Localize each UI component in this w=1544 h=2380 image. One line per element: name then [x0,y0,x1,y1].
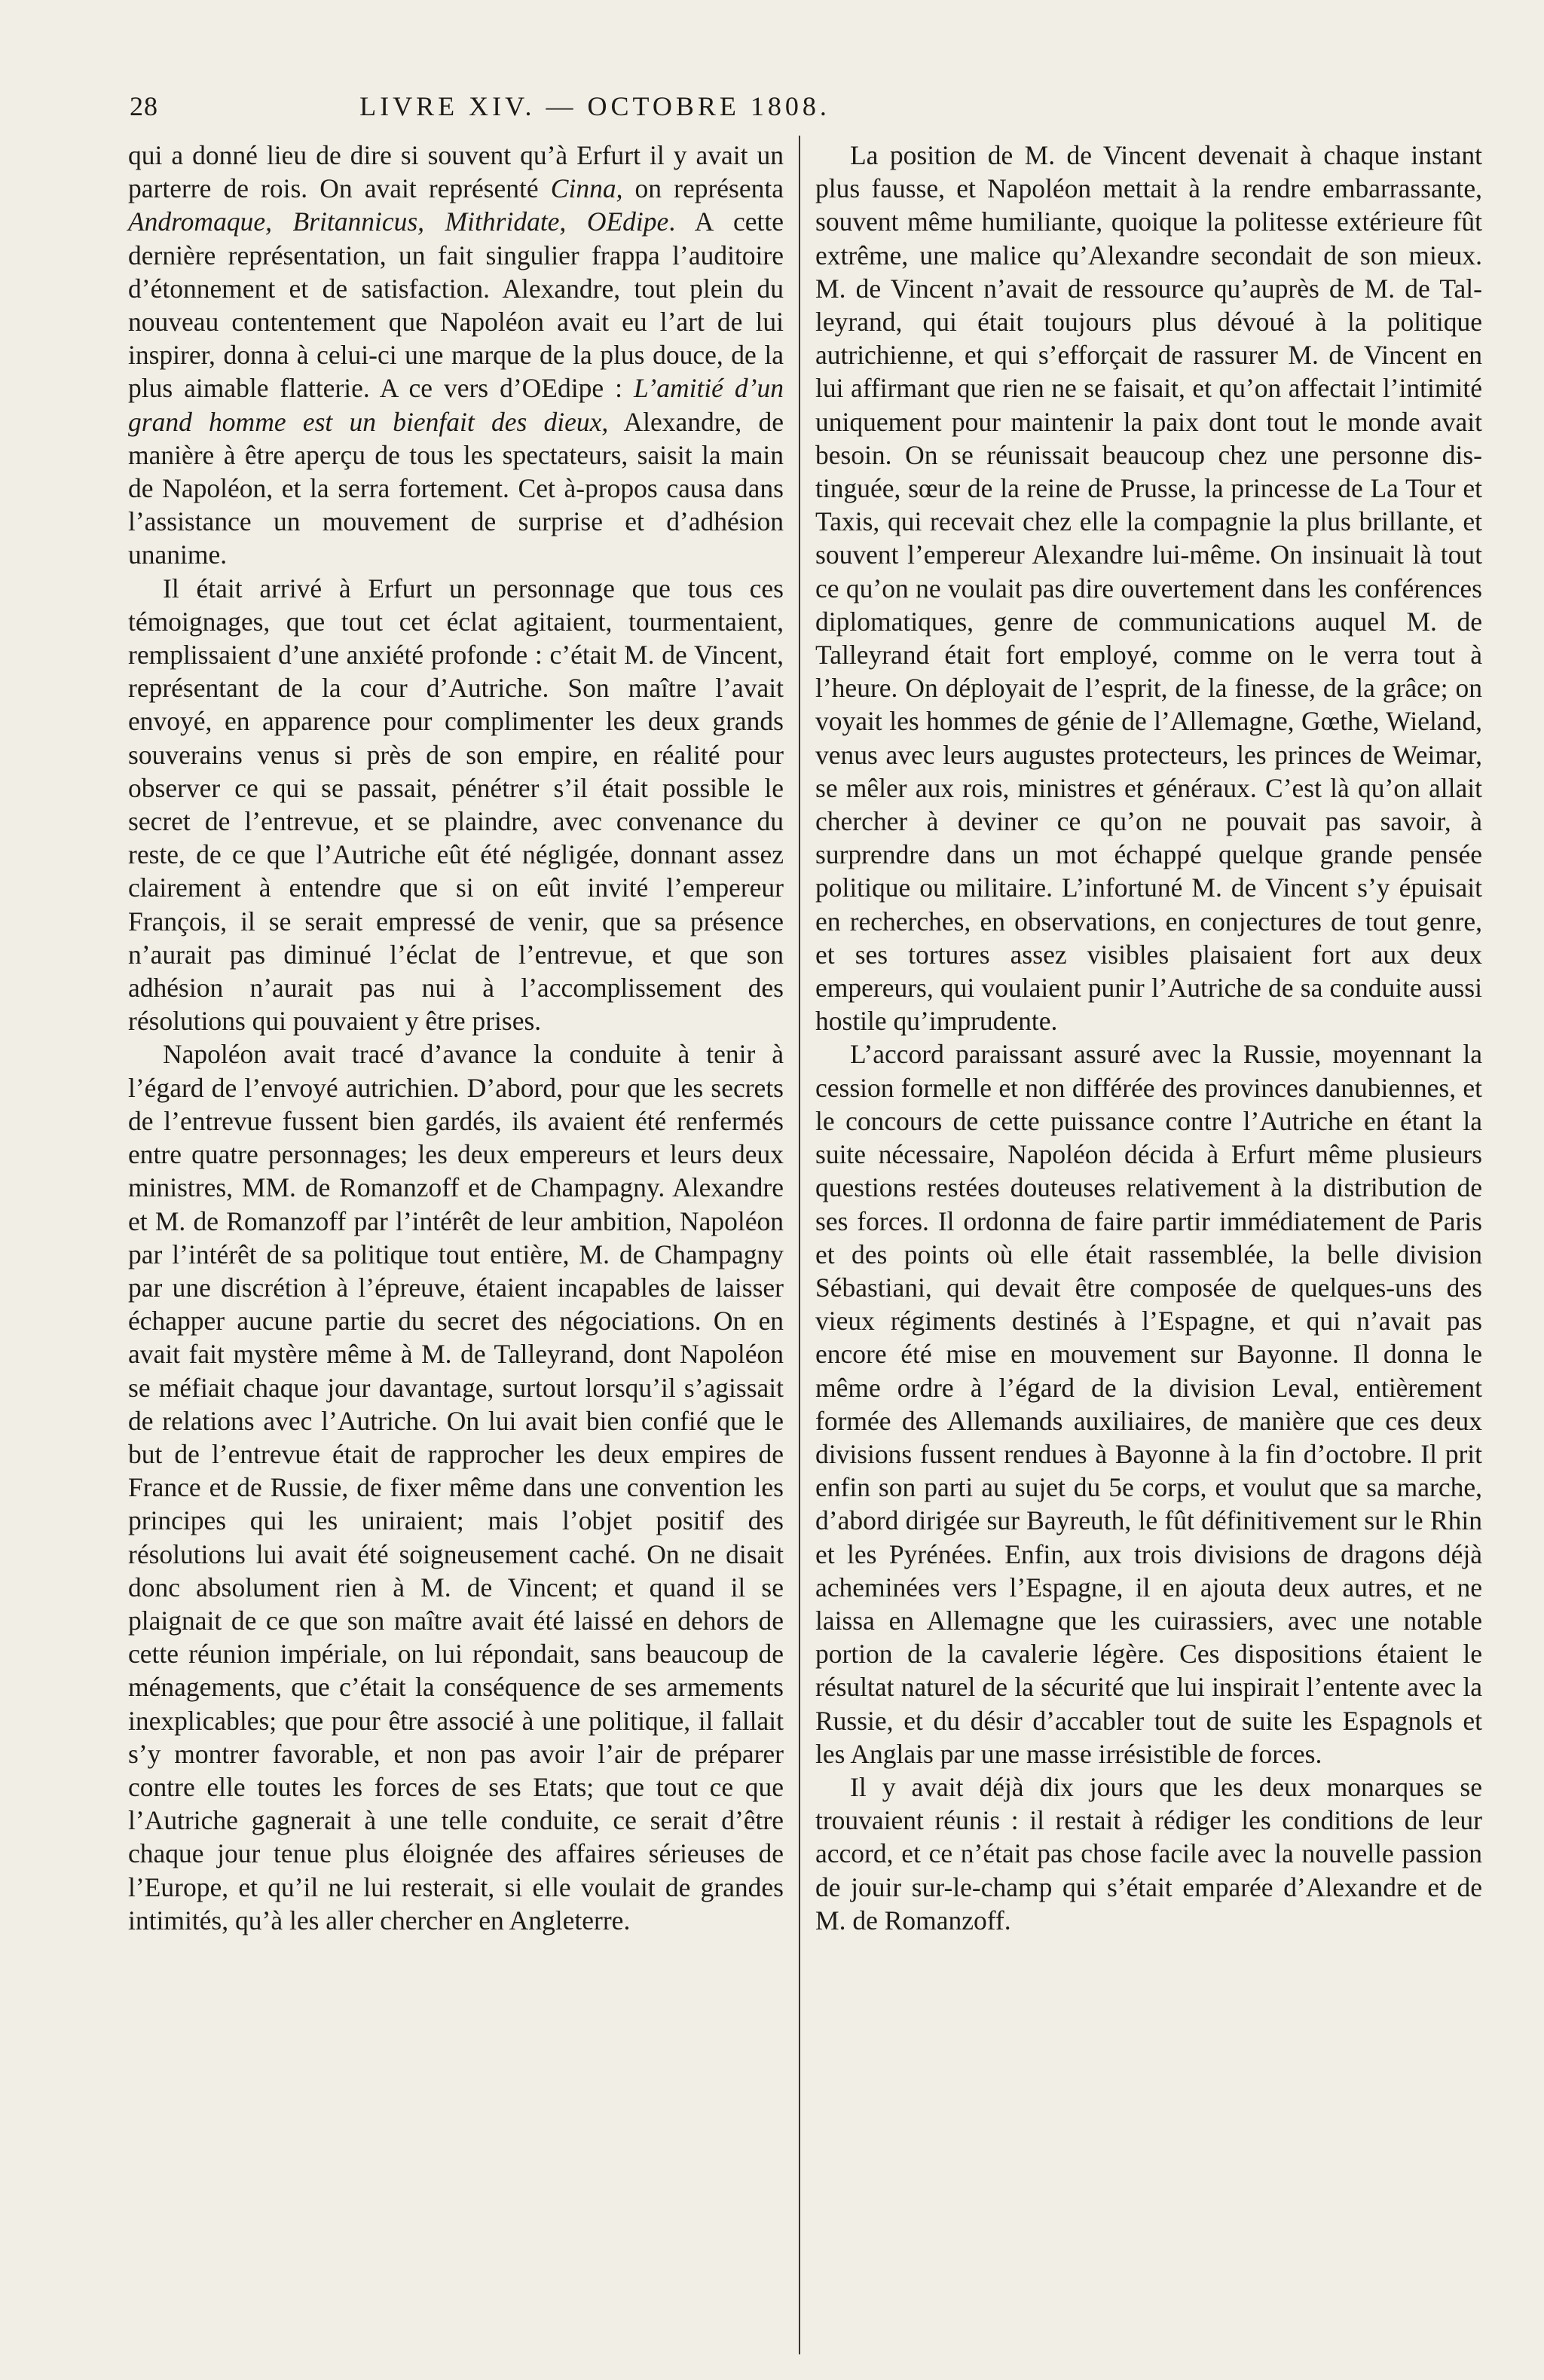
text-run: La position de M. de Vincent devenait à chaque instant plus fausse, et Napoléon mettait à la rendre embarrassante, souvent même humiliante, quoique la politesse extérieure fût extrême, une malice qu’Alexandre secondait de son mieux. M. de Vincent n’avait de ressource qu’auprès de M. de Talleyrand, qui était toujours plus dévoué à la politique autrichienne, et qui s’efforçait de rassurer M. de Vincent en lui affirmant que rien ne se faisait, et qu’on affectait l’intimité uniquement pour maintenir la paix dont tout le monde avait besoin. On se réunissait beaucoup chez une personne distinguée, sœur de la reine de Prusse, la princesse de La Tour et Taxis, qui recevait chez elle la compagnie la plus brillante, et souvent l’empereur Alexandre lui-même. On insinuait là tout ce qu’on ne voulait pas dire ouvertement dans les conférences diplomatiques, genre de communications auquel M. de Talleyrand était fort employé, comme on le verra tout à l’heure. On déployait de l’esprit, de la finesse, de la grâce; on voyait les hommes de génie de l’Allemagne, Gœthe, Wieland, venus avec leurs augustes protecteurs, les princes de Weimar, se mêler aux rois, ministres et généraux. C’est là qu’on allait chercher à deviner ce qu’on ne pouvait pas savoir, à surprendre dans un mot échappé quelque grande pensée politique ou militaire. L’infortuné M. de Vincent s’y épuisait en recherches, en observations, en conjectures de tout genre, et ses tortures assez visibles plaisaient fort aux deux empereurs, qui voulaient punir l’Autriche de sa conduite aussi hostile qu’imprudente. [815,140,1482,1037]
paragraph [128,572,784,1038]
paragraph [128,1037,784,1936]
text-run: on représenta [622,173,784,204]
text-run: Alexandre, de manière à être aperçu de tous les spectateurs, saisit la main de Napoléon, et la serra fortement. Cet à-propos causa dans l’assistance un mouvement de surprise et d’adhésion unanime. [128,406,784,570]
paragraph [128,139,784,572]
left-column [128,139,784,1937]
italic-text: L’amitié d’un grand homme est un bienfait des dieux, [128,373,784,437]
paragraph [815,1770,1482,1937]
column-rule [799,136,800,2354]
italic-text: Cinna, [550,173,623,204]
italic-text: Andromaque, Britannicus, Mithridate, OEdipe [128,206,669,237]
text-run: L’accord paraissant assuré avec la Russie, moyennant la cession formelle et non différée des provinces danubiennes, et le concours de cette puissance contre l’Autriche en étant la suite nécessaire, Napoléon décida à Erfurt même plusieurs questions restées douteuses relativement à la distribution de ses forces. Il ordonna de faire partir immédiatement de Paris et des points où elle était rassemblée, la belle division Sébastiani, qui devait être composée de quelques-uns des vieux régiments destinés à l’Espagne, et qui n’avait pas encore été mise en mouvement sur Bayonne. Il donna le même ordre à l’égard de la division Leval, entièrement formée des Allemands auxiliaires, de manière que ces deux divisions fussent rendues à Bayonne à la fin d’octobre. Il prit enfin son parti au sujet du 5e corps, et voulut que sa marche, d’abord dirigée sur Bayreuth, le fût définitivement sur le Rhin et les Pyrénées. Enfin, aux trois divisions de dragons déjà acheminées vers l’Espagne, il en ajouta deux autres, et ne laissa en Allemagne que les cuirassiers, avec une notable portion de la cavalerie légère. Ces dispositions étaient le résultat naturel de la sécurité que lui inspirait l’entente avec la Russie, et du désir d’accabler tout de suite les Espagnols et les Anglais par une masse irrésistible de forces. [815,1039,1482,1769]
text-run: Napoléon avait tracé d’avance la conduite à tenir à l’égard de l’envoyé autrichien. D’abord, pour que les secrets de l’entrevue fussent bien gardés, ils avaient été renfermés entre quatre personnages; les deux empereurs et leurs deux ministres, MM. de Romanzoff et de Champagny. Alexandre et M. de Romanzoff par l’intérêt de leur ambition, Napoléon par l’intérêt de sa politique tout entière, M. de Champagny par une discrétion à l’épreuve, étaient incapables de laisser échapper aucune partie du secret des négociations. On en avait fait mystère même à M. de Talleyrand, dont Napoléon se méfiait chaque jour davantage, surtout lorsqu’il s’agissait de relations avec l’Autriche. On lui avait bien confié que le but de l’entrevue était de rapprocher les deux empires de France et de Russie, de fixer même dans une convention les principes qui les uniraient; mais l’objet positif des résolutions lui avait été soigneusement caché. On ne disait donc absolument rien à M. de Vincent; et quand il se plaignait de ce que son maître avait été laissé en dehors de cette réunion impériale, on lui répondait, sans beaucoup de ménagements, que c’était la conséquence de ses armements inexplicables; que pour être associé à une politique, il fallait s’y montrer favorable, et non pas avoir l’air de préparer contre elle toutes les forces de ses Etats; que tout ce que l’Autriche gagnerait à une telle conduite, ce serait d’être chaque jour tenue plus éloignée des affaires sérieuses de l’Europe, et qu’il ne lui resterait, si elle voulait de grandes intimités, qu’à les aller chercher en Angleterre. [128,1039,784,1935]
right-column [815,139,1482,1937]
text-run: qui a donné lieu de dire si souvent qu’à Erfurt il y avait un parterre de rois. On avait représenté [128,140,784,204]
page-header [130,90,1060,128]
paragraph [815,1037,1482,1770]
running-head: LIVRE XIV. — OCTOBRE 1808. [359,91,830,121]
text-run: Il y avait déjà dix jours que les deux monarques se trouvaient réunis : il restait à rédiger les conditions de leur accord, et ce n’était pas chose facile avec la nouvelle passion de jouir sur-le-champ qui s’était emparée d’Alexandre et de M. de Romanzoff. [815,1771,1482,1935]
page-number: 28 [130,91,158,121]
text-run: . A cette dernière représentation, un fait singulier frappa l’auditoire d’étonnement et de satisfaction. Alexandre, tout plein du nouveau contentement que Napoléon avait eu l’art de lui inspirer, donna à celui-ci une marque de la plus douce, de la plus aimable flatterie. A ce vers d’OEdipe : [128,206,784,404]
text-run: Il était arrivé à Erfurt un personnage que tous ces témoignages, que tout cet éclat agitaient, tourmentaient, remplissaient d’une anxiété profonde : c’était M. de Vincent, représentant de la cour d’Autriche. Son maître l’avait envoyé, en apparence pour complimenter les deux grands souverains venus si près de son empire, en réalité pour observer ce qui se passait, pénétrer s’il était possible le secret de l’entrevue, et se plaindre, avec convenance du reste, de ce que l’Autriche eût été négligée, donnant assez clairement à entendre que si on eût invité l’empereur François, il se serait empressé de venir, que sa présence n’aurait pas diminué l’éclat de l’entrevue, et que son adhésion n’aurait pas nui à l’accomplissement des résolutions qui pouvaient y être prises. [128,573,784,1037]
paragraph [815,139,1482,1037]
